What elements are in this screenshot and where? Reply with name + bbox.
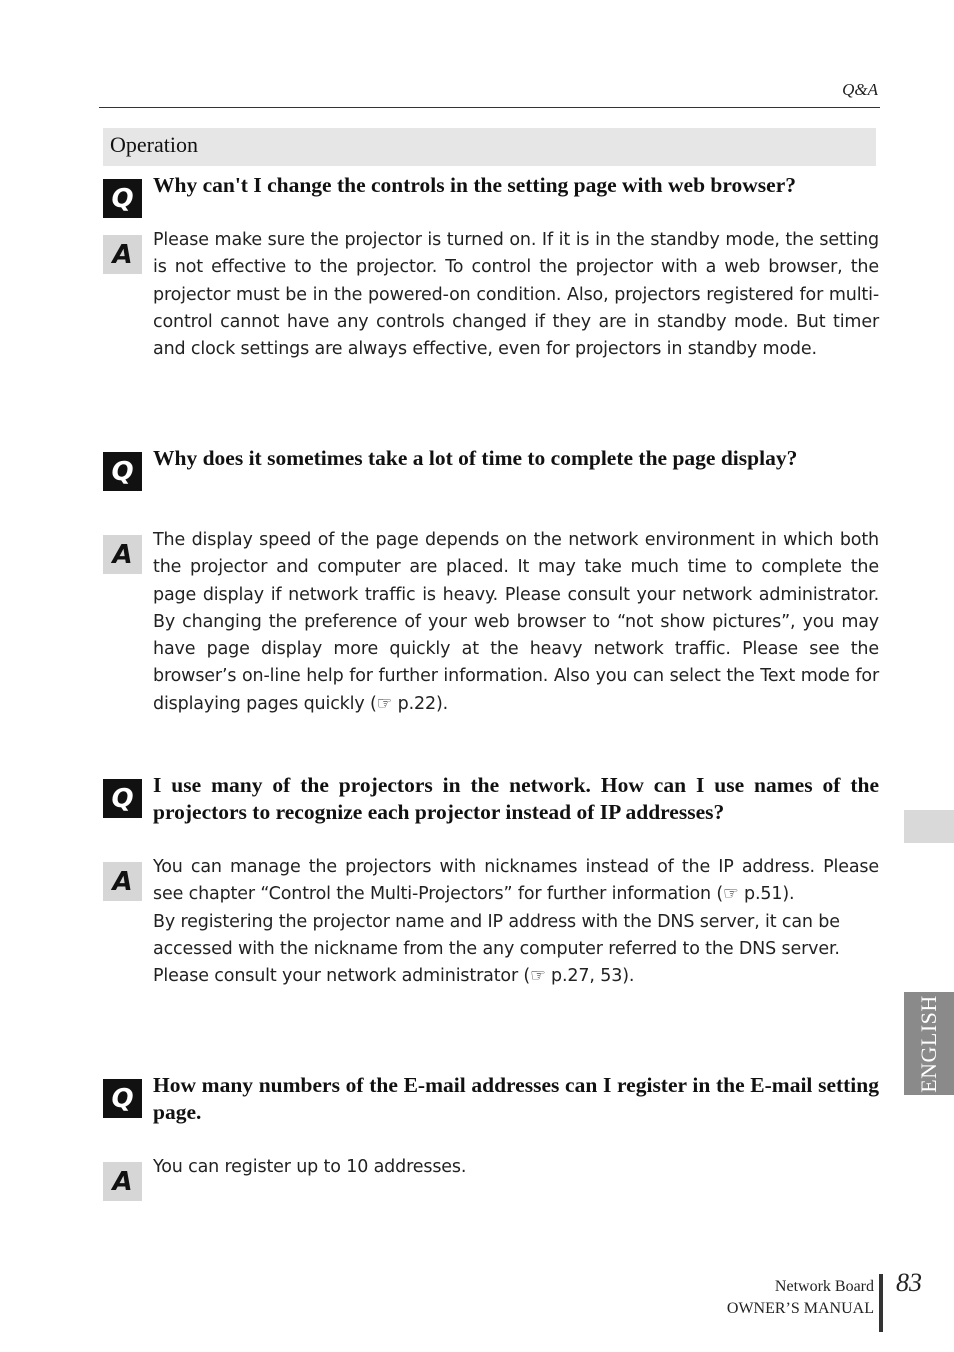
question-text: Why does it sometimes take a lot of time to complete the page display?: [153, 446, 798, 470]
answer-text: [153, 527, 879, 718]
answer-paragraph: You can manage the projectors with nicknames instead of the IP address. Please see chapter “Control the Multi-Projectors” for further information (☞ p.51).: [153, 857, 879, 905]
language-tab: [904, 992, 954, 1095]
answer-text: [153, 854, 879, 990]
question-badge: Q: [103, 452, 142, 491]
page-number: 83: [896, 1268, 922, 1297]
question-text: I use many of the projectors in the network. How can I use names of the projectors to recognize each projector instead of IP addresses?: [153, 773, 879, 824]
question-badge: Q: [103, 179, 142, 218]
answer-paragraph: By registering the projector name and IP address with the DNS server, it can be accessed with the nickname from the any computer referred to the DNS server. Please consult your network administrator (☞ p.27, 53).: [153, 911, 840, 987]
language-tab-label: ENGLISH: [916, 994, 941, 1093]
header-rule: [99, 107, 880, 108]
section-title: Operation: [110, 132, 198, 157]
side-tab-marker: [904, 810, 954, 843]
answer-text: [153, 227, 879, 363]
answer-paragraph: Please make sure the projector is turned on. If it is in the standby mode, the setting is not effective to the projector. To control the projector with a web browser, the projector must be in the powered-on condition. Also, projectors registered for multi-control cannot have any controls changed if they are in standby mode. But timer and clock settings are always effective, even for projectors in standby mode.: [153, 230, 879, 360]
question-badge: Q: [103, 779, 142, 818]
answer-badge: A: [103, 862, 142, 901]
section-bar: [103, 128, 876, 166]
footer-product: Network Board: [774, 1278, 874, 1295]
question-badge: Q: [103, 1079, 142, 1118]
answer-badge: A: [103, 1162, 142, 1201]
footer-manual: OWNER’S MANUAL: [726, 1300, 874, 1317]
answer-paragraph: You can register up to 10 addresses.: [153, 1157, 467, 1177]
question-text: Why can't I change the controls in the setting page with web browser?: [153, 173, 797, 197]
answer-badge: A: [103, 535, 142, 574]
question-text: How many numbers of the E-mail addresses can I register in the E-mail setting page.: [153, 1073, 879, 1124]
footer-divider: [879, 1274, 883, 1332]
header-label: Q&A: [842, 80, 878, 99]
answer-badge: A: [103, 235, 142, 274]
answer-paragraph: The display speed of the page depends on the network environment in which both the projector and computer are placed. It may take much time to complete the page display if network traffic is heavy. Please consult your network administrator. By changing the preference of your web browser to “not show pictures”, you may have page display more quickly at the heavy network traffic. Please see the browser’s on-line help for further information. Also you can select the Text mode for displaying pages quickly (☞ p.22).: [153, 530, 879, 714]
answer-text: [153, 1154, 879, 1181]
